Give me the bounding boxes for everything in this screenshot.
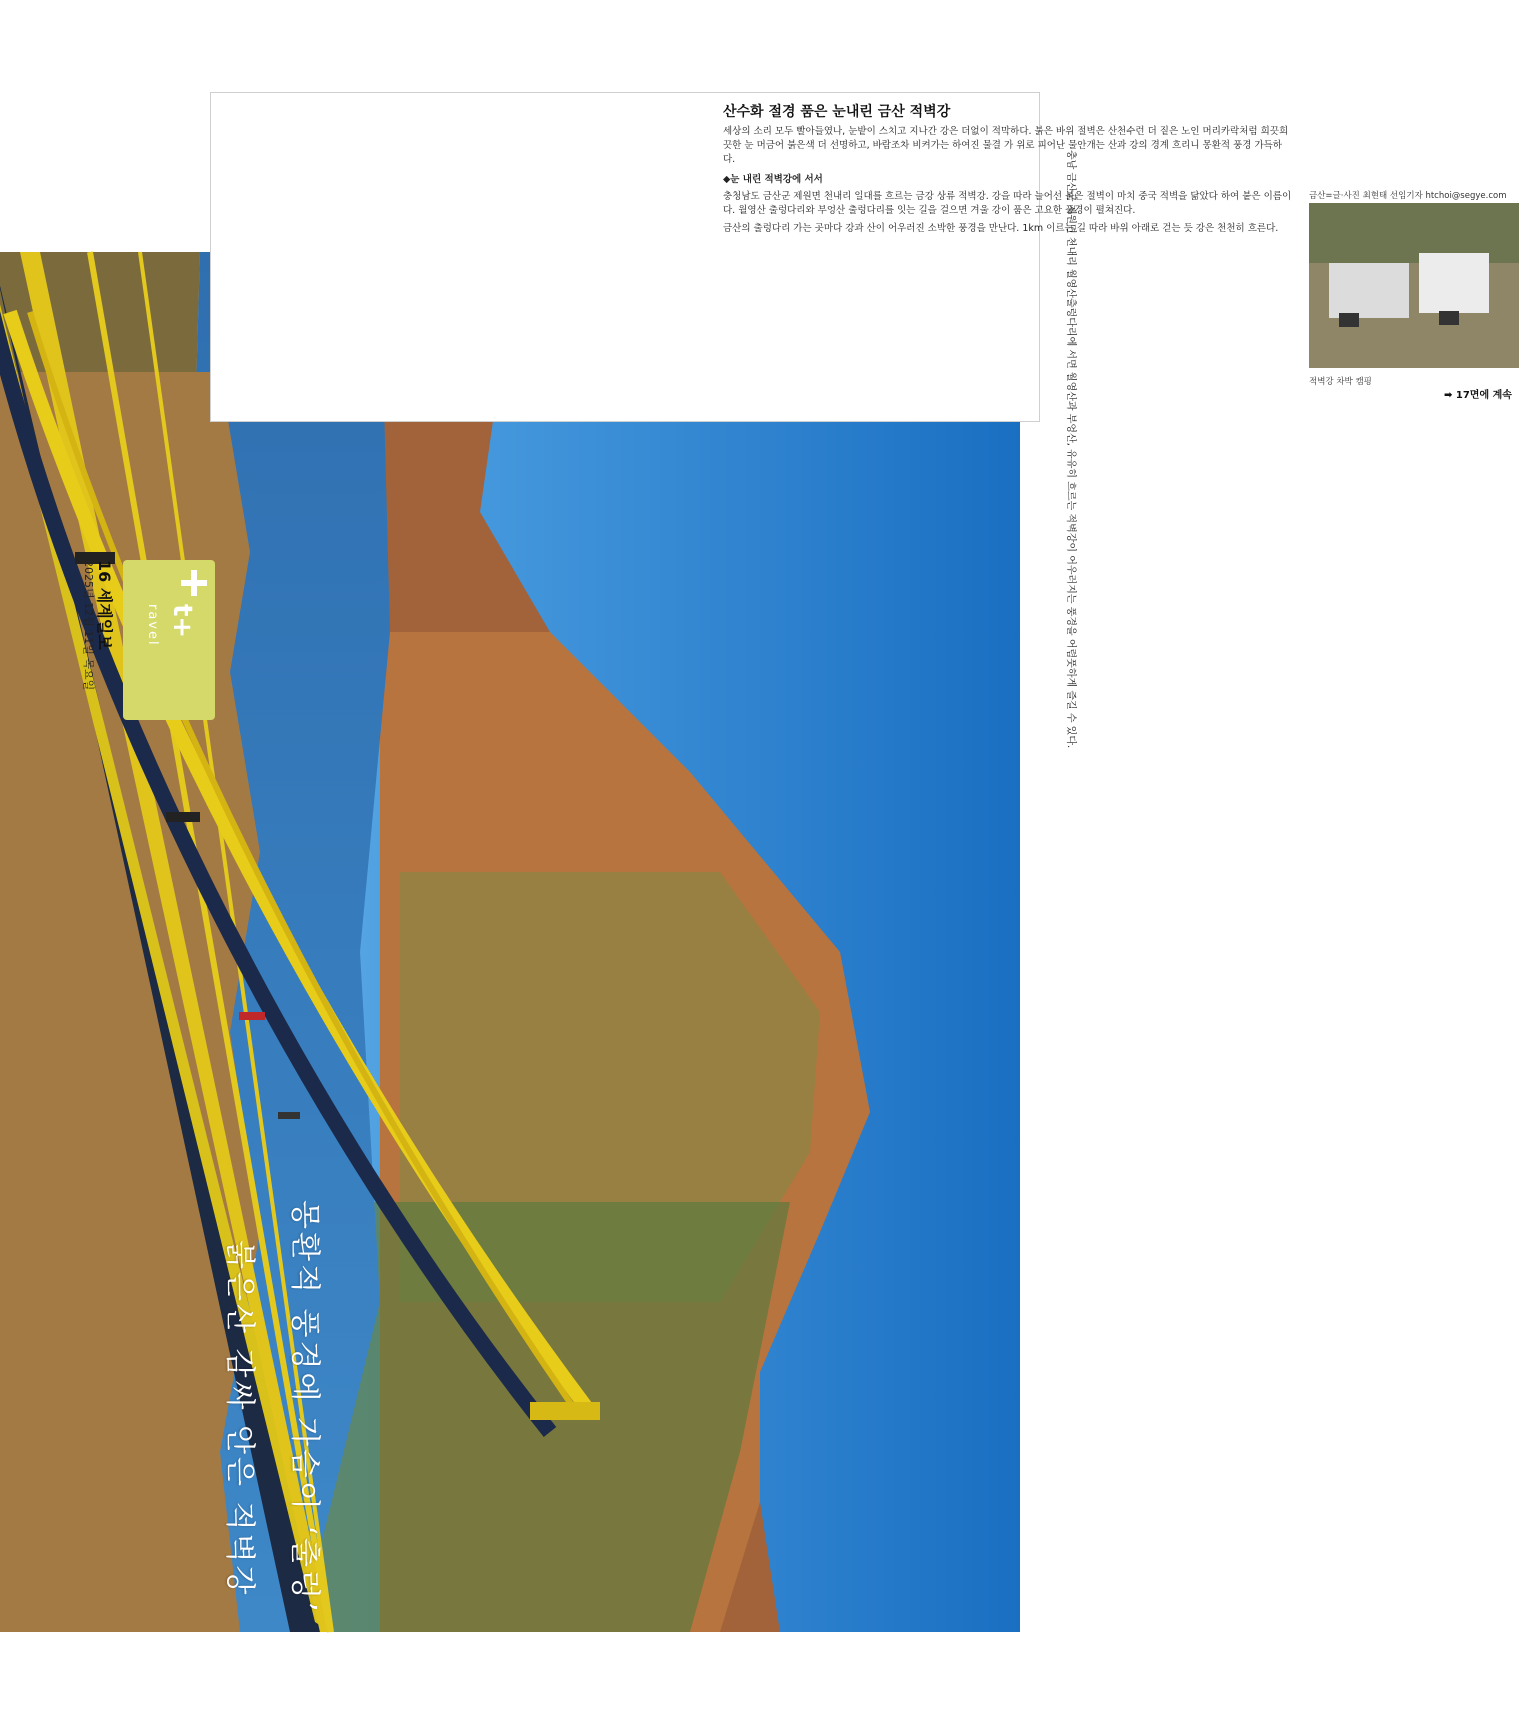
byline: 금산=글·사진 최현태 선임기자 htchoi@segye.com <box>1309 191 1507 201</box>
camping-photo <box>1309 203 1519 368</box>
section-masthead <box>80 560 215 780</box>
logo-sub: ravel <box>145 604 160 647</box>
headline-line-2: 몽환적 풍경에 가슴이 ‘출렁’ <box>287 1200 322 1615</box>
article-body-2: 금산의 출렁다리 가는 곳마다 강과 산이 어우러진 소박한 풍경을 만난다. 1km 이르는 길 따라 바위 아래로 걷는 듯 강은 천천히 흐른다. <box>723 223 1279 234</box>
logo-word: t+ <box>167 604 197 639</box>
article-title: 산수화 절경 품은 눈내린 금산 적벽강 <box>723 104 951 120</box>
article-box <box>210 92 1512 422</box>
article-section-head: ◆눈 내린 적벽강에 서서 <box>723 174 823 185</box>
main-photo <box>0 252 1020 1632</box>
thumb-caption: 적벽강 차박 캠핑 <box>1309 377 1372 387</box>
camping-illustration <box>1309 203 1519 368</box>
article-lead: 세상의 소리 모두 빨아들였나, 눈밭이 스치고 지나간 강은 더없이 적막하다. 붉은 바위 절벽은 산천수런 더 짙은 노인 머리카락처럼 희끗희끗한 눈 머금어 붉은색 더 선명하고, 바람조차 비켜가는 하여진 물결 가 위로 피어난 물안개는 산과 강의 경계 흐리니 몽환적 풍경 가득하다. <box>723 126 1289 165</box>
page-number-value: 16 <box>95 560 114 583</box>
article-body: 충청남도 금산군 제원면 천내리 일대를 흐르는 금강 상류 적벽강. 강을 따라 늘어선 붉은 절벽이 마치 중국 적벽을 닮았다 하여 붙은 이름이다. 월영산 출렁다리와 부엉산 출렁다리를 잇는 길을 걸으면 겨울 강이 품은 고요한 풍경이 펼쳐진다. <box>723 191 1292 216</box>
plus-icon <box>179 568 209 598</box>
page-number <box>94 560 117 650</box>
arrow-icon: ➡ <box>1444 390 1456 401</box>
bridge-landscape-illustration <box>0 252 1020 1632</box>
travel-logo <box>123 560 215 720</box>
photo-caption: 충남 금산군 제원면 천내리 월영산출렁다리에 서면 월영산과 부엉산, 유유히 흐르는 적벽강이 어우러지는 풍경을 어렴풋하게 즐길 수 있다. <box>1065 150 1076 749</box>
paper-name: 세계일보 <box>95 587 114 650</box>
continued-label: 17면에 계속 <box>1455 390 1512 401</box>
continued-note <box>1444 389 1512 403</box>
headline-line-1: 붉은산 감싸 안은 적벽강 <box>222 1240 257 1598</box>
article-content <box>709 93 1539 423</box>
issue-date: 2025년 12월 11일 목요일 <box>82 560 95 691</box>
